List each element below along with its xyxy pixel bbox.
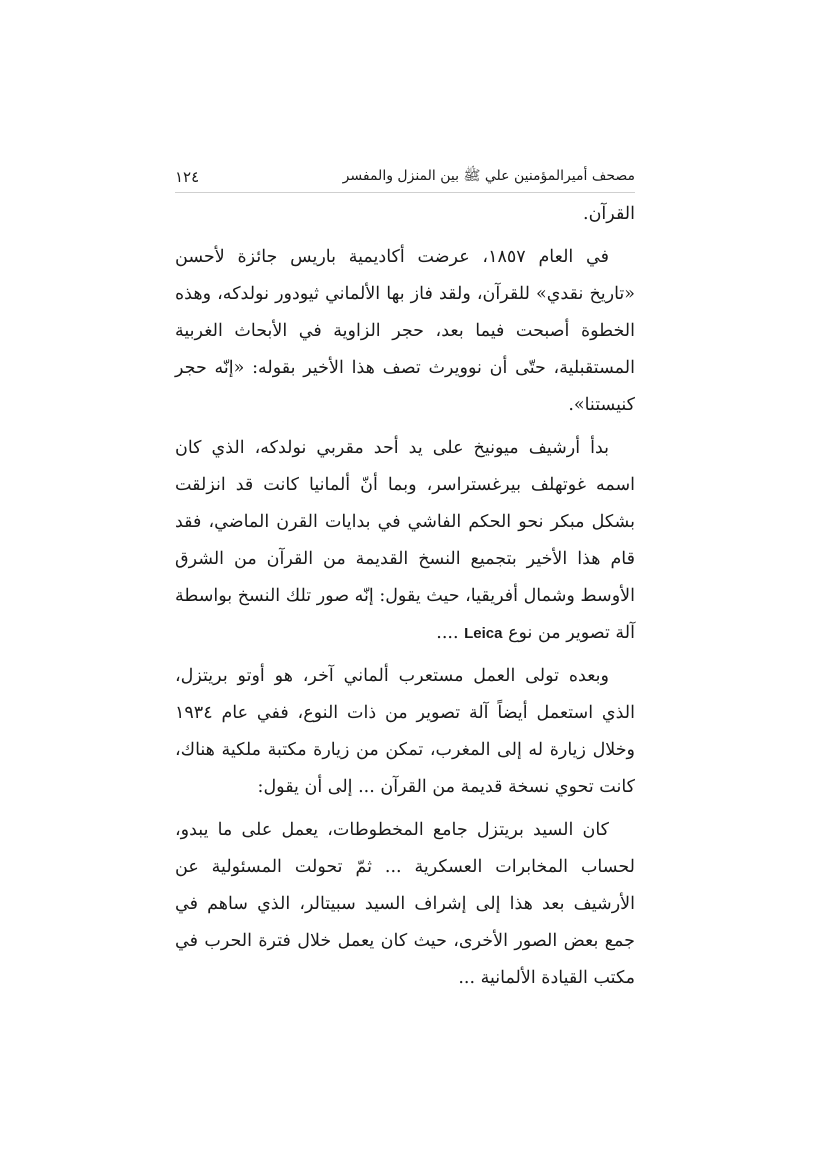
paragraph-4: وبعده تولى العمل مستعرب ألماني آخر، هو أوتو بريتزل، الذي استعمل أيضاً آلة تصوير من ذات النوع، ففي عام ١٩٣٤ وخلال زيارة له إلى المغرب، تمكن من زيارة مكتبة ملكية هناك، كانت تحوي نسخة قديمة من القرآن ... إلى أن يقول: — [175, 666, 635, 797]
page-body — [175, 196, 635, 1003]
paragraph-5: كان السيد بريتزل جامع المخطوطات، يعمل على ما يبدو، لحساب المخابرات العسكرية ... ثمّ تحولت المسئولية عن الأرشيف بعد هذا إلى إشراف السيد سبيتالر، الذي ساهم في جمع بعض الصور الأخرى، حيث كان يعمل خلال فترة الحرب في مكتب القيادة الألمانية ... — [175, 820, 635, 988]
header-divider — [175, 192, 635, 193]
paragraph-2: في العام ١٨٥٧، عرضت أكاديمية باريس جائزة لأحسن «تاريخ نقدي» للقرآن، ولقد فاز بها الألماني ثيودور نولدكه، وهذه الخطوة أصبحت فيما بعد، حجر الزاوية في الأبحاث الغربية المستقبلية، حتّى أن نوويرث تصف هذا الأخير بقوله: «إنّه حجر كنيستنا». — [175, 247, 635, 415]
paragraph-3-text: بدأ أرشيف ميونيخ على يد أحد مقربي نولدكه، الذي كان اسمه غوتهلف بيرغستراسر، وبما أنّ ألمانيا كانت قد انزلقت بشكل مبكر نحو الحكم الفاشي في بدايات القرن الماضي، فقد قام هذا الأخير بتجميع النسخ القديمة من القرآن من الشرق الأوسط وشمال أفريقيا، حيث يقول: إنّه صور تلك النسخ بواسطة آلة تصوير من نوع — [175, 438, 635, 643]
running-header — [175, 164, 635, 190]
page-number: ١٢٤ — [175, 168, 200, 186]
camera-brand: Leica — [464, 625, 503, 642]
paragraph-3 — [175, 430, 635, 652]
book-title: مصحف أميرالمؤمنين علي ﷺ بين المنزل والمفسر — [342, 168, 635, 184]
paragraph-1: القرآن. — [583, 204, 635, 224]
paragraph-3-ellipsis: .... — [436, 623, 465, 643]
